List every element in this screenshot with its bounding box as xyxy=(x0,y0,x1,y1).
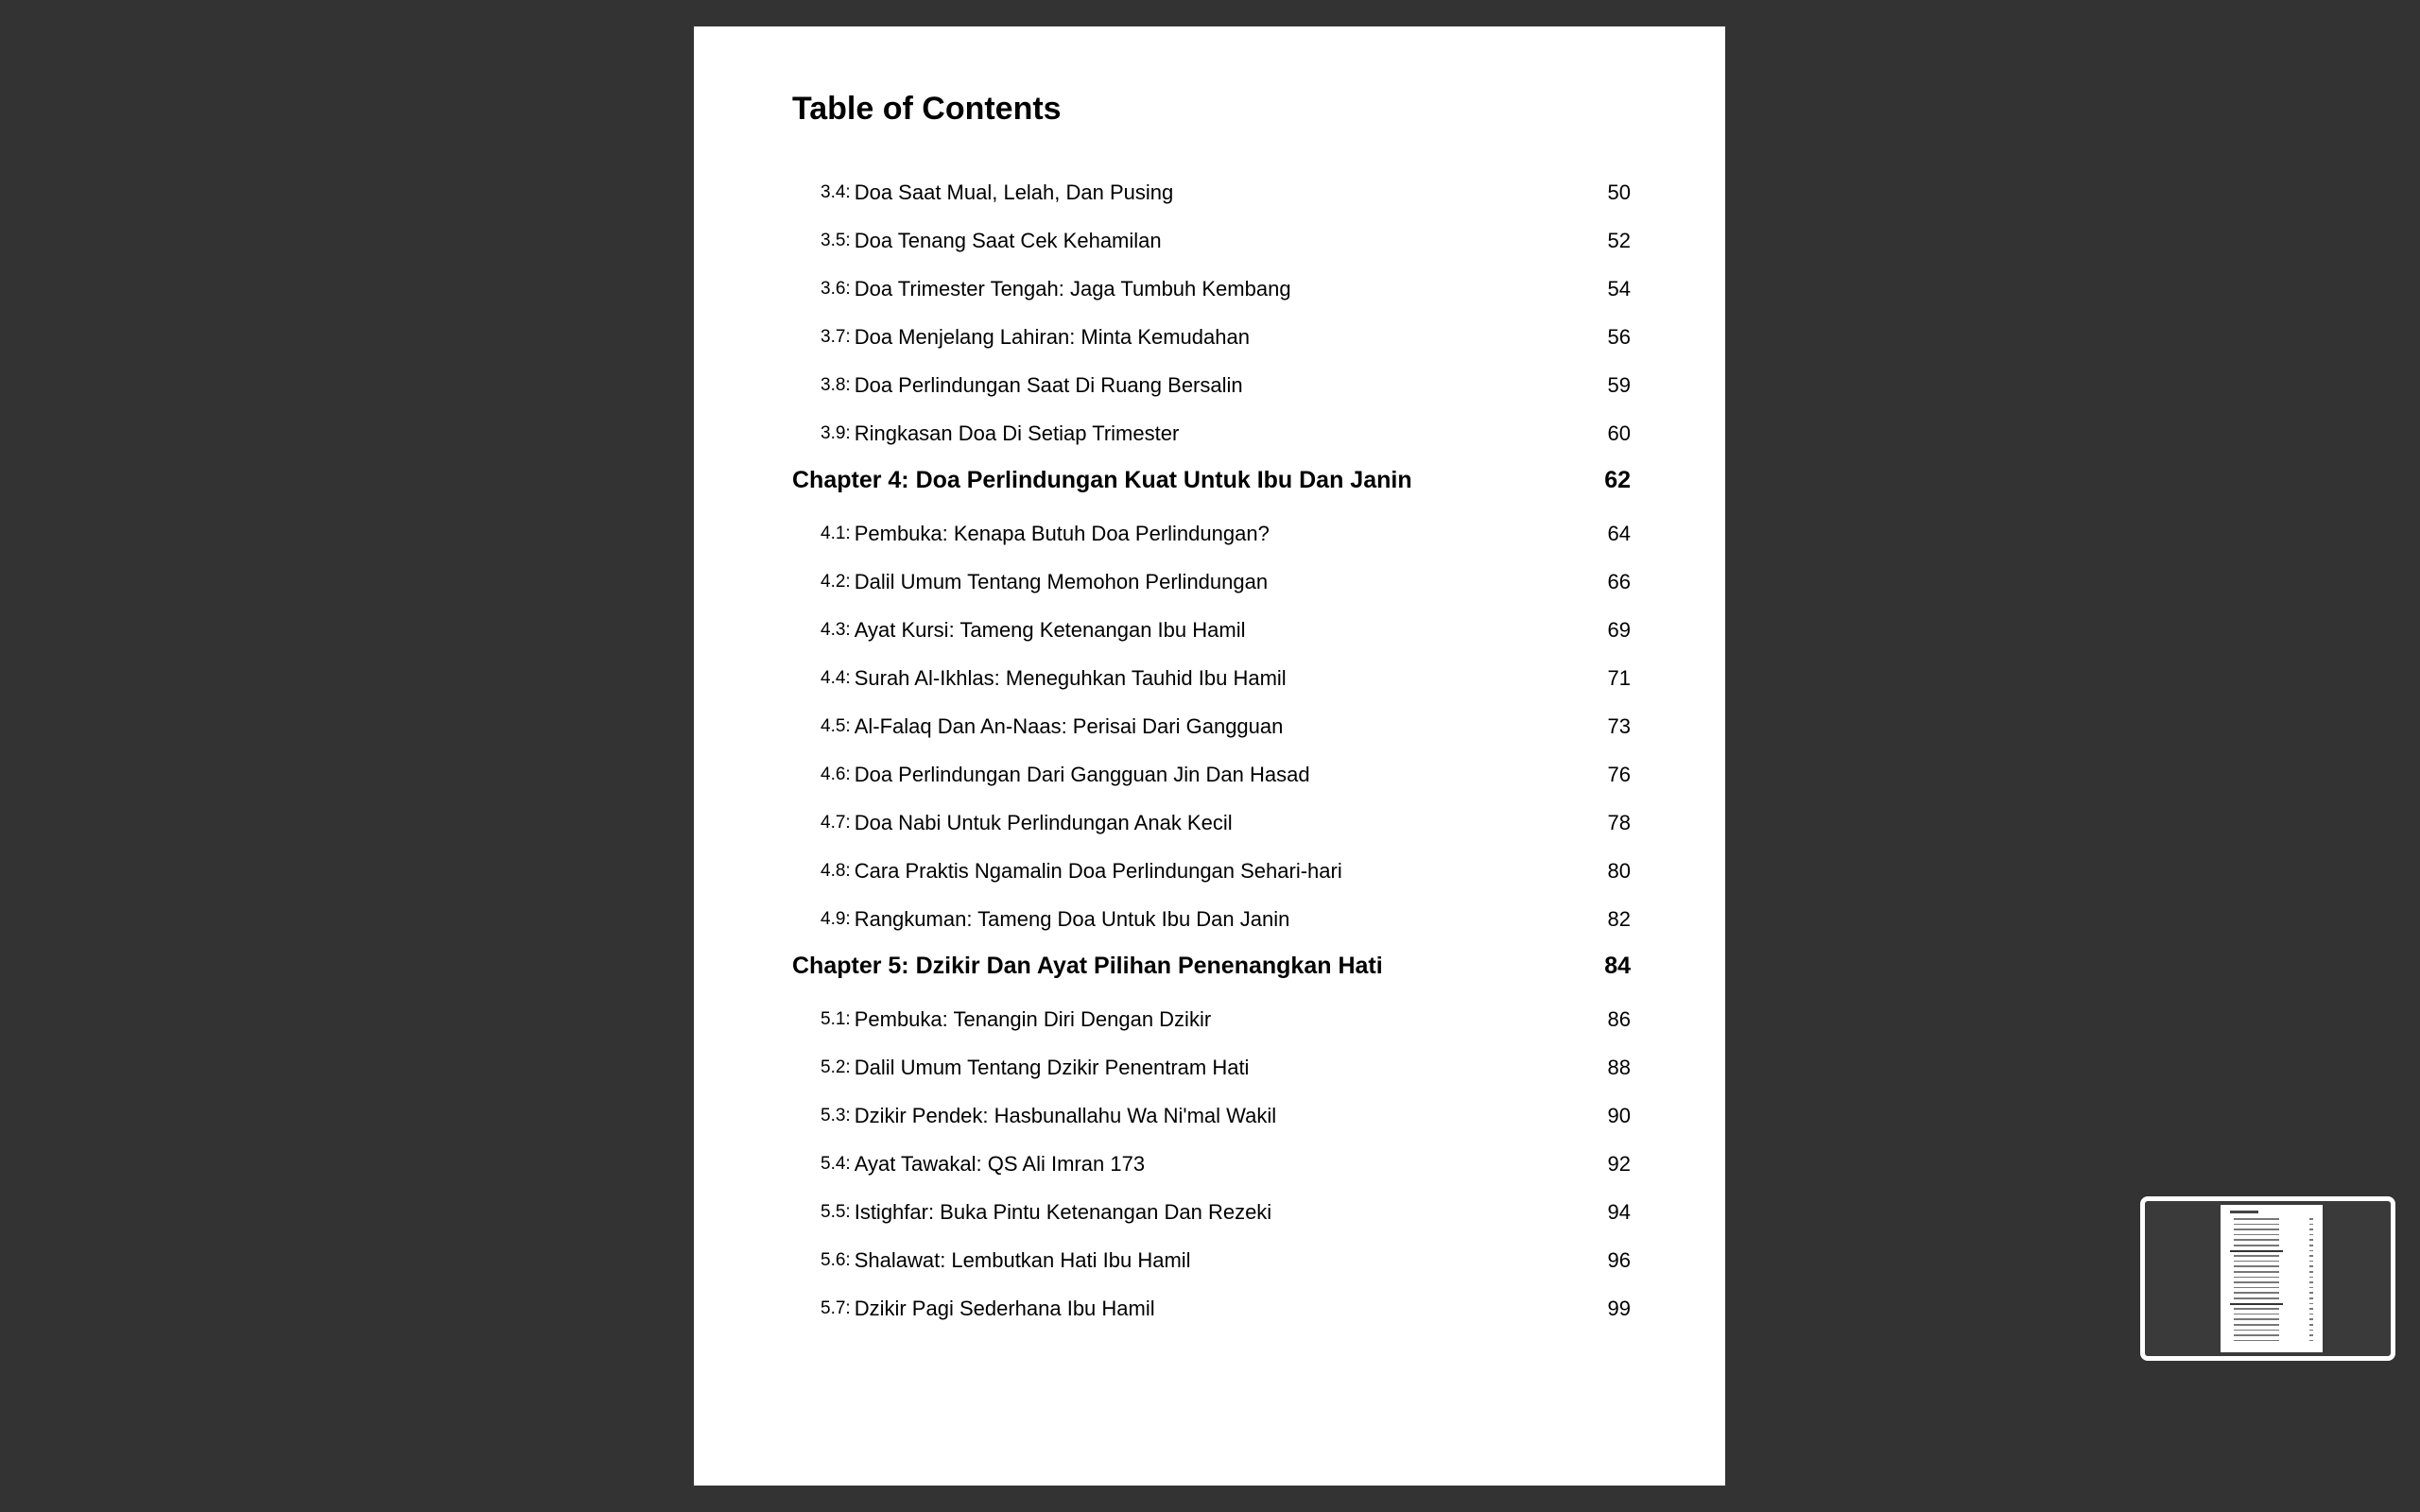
thumbnail-page-mark xyxy=(2309,1287,2313,1289)
toc-chapter-row[interactable] xyxy=(792,945,1631,987)
toc-entry-label: Doa Trimester Tengah: Jaga Tumbuh Kembang xyxy=(854,277,1291,301)
thumbnail-line xyxy=(2234,1318,2279,1320)
toc-section-number: 4.7: xyxy=(821,813,851,833)
toc-entry-label: Chapter 4: Doa Perlindungan Kuat Untuk Ibu Dan Janin xyxy=(792,466,1412,493)
toc-section-number: 5.3: xyxy=(821,1106,851,1125)
toc-entry-label: Doa Menjelang Lahiran: Minta Kemudahan xyxy=(854,325,1250,349)
toc-section-number: 4.6: xyxy=(821,765,851,784)
toc-section-row[interactable] xyxy=(821,999,1631,1040)
toc-entry-label: Pembuka: Kenapa Butuh Doa Perlindungan? xyxy=(854,522,1270,545)
thumbnail-line xyxy=(2234,1308,2279,1310)
thumbnail-page-mark xyxy=(2309,1292,2313,1294)
toc-page-number: 52 xyxy=(1607,229,1631,252)
toc-entry-label: Pembuka: Tenangin Diri Dengan Dzikir xyxy=(854,1007,1212,1031)
toc-page-number: 92 xyxy=(1607,1152,1631,1176)
toc-entry-label: Cara Praktis Ngamalin Doa Perlindungan Sehari-hari xyxy=(854,859,1342,883)
toc-page-number: 80 xyxy=(1607,859,1631,883)
toc-title: Table of Contents xyxy=(792,91,1062,127)
toc-page-number: 73 xyxy=(1607,714,1631,738)
toc-page-number: 99 xyxy=(1607,1297,1631,1320)
toc-section-number: 5.2: xyxy=(821,1057,851,1077)
toc-section-row[interactable] xyxy=(821,706,1631,747)
thumbnail-page-mark xyxy=(2309,1308,2313,1310)
thumbnail-line xyxy=(2234,1228,2279,1230)
toc-section-row[interactable] xyxy=(821,754,1631,796)
toc-entry-label: Istighfar: Buka Pintu Ketenangan Dan Rezeki xyxy=(854,1200,1272,1224)
toc-section-row[interactable] xyxy=(821,172,1631,214)
thumbnail-line xyxy=(2234,1224,2279,1226)
toc-entry-label: Al-Falaq Dan An-Naas: Perisai Dari Gangguan xyxy=(854,714,1284,738)
thumbnail-page-mark xyxy=(2309,1334,2313,1336)
toc-page-number: 64 xyxy=(1607,522,1631,545)
toc-section-number: 4.3: xyxy=(821,620,851,640)
toc-section-row[interactable] xyxy=(821,317,1631,358)
thumbnail-page-mark xyxy=(2309,1281,2313,1283)
toc-entry-label: Shalawat: Lembutkan Hati Ibu Hamil xyxy=(854,1248,1191,1272)
thumbnail-page-mark xyxy=(2309,1250,2313,1252)
toc-page-number: 59 xyxy=(1607,373,1631,397)
toc-page-number: 62 xyxy=(1604,466,1631,493)
thumbnail-page-mark xyxy=(2309,1340,2313,1342)
toc-section-number: 4.8: xyxy=(821,861,851,881)
toc-section-number: 3.8: xyxy=(821,375,851,395)
toc-section-number: 5.1: xyxy=(821,1009,851,1029)
thumbnail-line xyxy=(2234,1255,2279,1257)
toc-section-number: 5.6: xyxy=(821,1250,851,1270)
toc-section-number: 4.9: xyxy=(821,909,851,929)
thumbnail-page-mark xyxy=(2309,1324,2313,1326)
toc-page-number: 88 xyxy=(1607,1056,1631,1079)
toc-section-number: 4.4: xyxy=(821,668,851,688)
thumbnail-page-mark xyxy=(2309,1271,2313,1273)
toc-entry-label: Doa Saat Mual, Lelah, Dan Pusing xyxy=(854,180,1174,204)
toc-page-number: 56 xyxy=(1607,325,1631,349)
thumbnail-line xyxy=(2234,1324,2279,1326)
thumbnail-line xyxy=(2234,1218,2279,1220)
thumbnail-page-mark xyxy=(2309,1297,2313,1299)
toc-section-row[interactable] xyxy=(821,268,1631,310)
thumbnail-page-mark xyxy=(2309,1303,2313,1305)
thumbnail-line xyxy=(2234,1297,2279,1299)
toc-section-row[interactable] xyxy=(821,1288,1631,1330)
toc-entry-label: Doa Perlindungan Saat Di Ruang Bersalin xyxy=(854,373,1243,397)
thumbnail-page-mark xyxy=(2309,1261,2313,1263)
thumbnail-title-mark xyxy=(2230,1211,2258,1213)
toc-entry-label: Ayat Tawakal: QS Ali Imran 173 xyxy=(854,1152,1146,1176)
thumbnail-page-mark xyxy=(2309,1255,2313,1257)
toc-page-number: 71 xyxy=(1607,666,1631,690)
toc-section-number: 5.5: xyxy=(821,1202,851,1222)
toc-section-row[interactable] xyxy=(821,802,1631,844)
thumbnail-line xyxy=(2234,1340,2279,1342)
thumbnail-line xyxy=(2234,1239,2279,1241)
thumbnail-page-mark xyxy=(2309,1234,2313,1236)
thumbnail-line xyxy=(2230,1250,2283,1252)
toc-section-row[interactable] xyxy=(821,513,1631,555)
toc-entry-label: Dzikir Pagi Sederhana Ibu Hamil xyxy=(854,1297,1155,1320)
toc-section-number: 5.4: xyxy=(821,1154,851,1174)
toc-section-row[interactable] xyxy=(821,220,1631,262)
toc-entry-label: Doa Tenang Saat Cek Kehamilan xyxy=(854,229,1162,252)
thumbnail-line xyxy=(2234,1277,2279,1279)
thumbnail-page-mark xyxy=(2309,1224,2313,1226)
toc-page-number: 50 xyxy=(1607,180,1631,204)
thumbnail-line xyxy=(2234,1261,2279,1263)
toc-section-number: 4.1: xyxy=(821,524,851,543)
thumbnail-line xyxy=(2234,1292,2279,1294)
toc-entry-label: Dalil Umum Tentang Dzikir Penentram Hati xyxy=(854,1056,1250,1079)
page-thumbnail[interactable] xyxy=(2221,1205,2323,1352)
toc-page-number: 54 xyxy=(1607,277,1631,301)
toc-page-number: 86 xyxy=(1607,1007,1631,1031)
toc-section-number: 4.5: xyxy=(821,716,851,736)
toc-entry-label: Doa Perlindungan Dari Gangguan Jin Dan Hasad xyxy=(854,763,1310,786)
toc-section-row[interactable] xyxy=(821,1095,1631,1137)
toc-entry-label: Ayat Kursi: Tameng Ketenangan Ibu Hamil xyxy=(854,618,1246,642)
toc-section-row[interactable] xyxy=(821,365,1631,406)
toc-section-row[interactable] xyxy=(821,1047,1631,1089)
toc-section-row[interactable] xyxy=(821,1192,1631,1233)
toc-entry-label: Dalil Umum Tentang Memohon Perlindungan xyxy=(854,570,1269,593)
toc-section-row[interactable] xyxy=(821,1240,1631,1281)
thumbnail-line xyxy=(2234,1271,2279,1273)
toc-entry-label: Surah Al-Ikhlas: Meneguhkan Tauhid Ibu Hamil xyxy=(854,666,1287,690)
thumbnail-page-mark xyxy=(2309,1228,2313,1230)
toc-page-number: 76 xyxy=(1607,763,1631,786)
toc-page-number: 66 xyxy=(1607,570,1631,593)
toc-entry-label: Doa Nabi Untuk Perlindungan Anak Kecil xyxy=(854,811,1233,834)
toc-section-row[interactable] xyxy=(821,658,1631,699)
thumbnail-page-mark xyxy=(2309,1265,2313,1267)
toc-entry-label: Ringkasan Doa Di Setiap Trimester xyxy=(854,421,1180,445)
page-thumbnail-navigator[interactable] xyxy=(2140,1196,2395,1361)
thumbnail-line xyxy=(2234,1265,2279,1267)
toc-page-number: 69 xyxy=(1607,618,1631,642)
toc-section-number: 3.4: xyxy=(821,182,851,202)
toc-section-number: 3.6: xyxy=(821,279,851,299)
toc-section-row[interactable] xyxy=(821,1143,1631,1185)
toc-list xyxy=(694,26,1725,1486)
toc-page-number: 84 xyxy=(1604,952,1631,979)
thumbnail-page-mark xyxy=(2309,1218,2313,1220)
toc-section-row[interactable] xyxy=(821,561,1631,603)
thumbnail-line xyxy=(2230,1303,2283,1305)
toc-page-number: 94 xyxy=(1607,1200,1631,1224)
toc-page-number: 96 xyxy=(1607,1248,1631,1272)
toc-page-number: 90 xyxy=(1607,1104,1631,1127)
toc-page-number: 60 xyxy=(1607,421,1631,445)
toc-entry-label: Dzikir Pendek: Hasbunallahu Wa Ni'mal Wakil xyxy=(854,1104,1277,1127)
toc-chapter-row[interactable] xyxy=(792,459,1631,501)
toc-page-number: 82 xyxy=(1607,907,1631,931)
toc-section-row[interactable] xyxy=(821,610,1631,651)
toc-section-number: 5.7: xyxy=(821,1298,851,1318)
toc-section-row[interactable] xyxy=(821,850,1631,892)
toc-page-number: 78 xyxy=(1607,811,1631,834)
toc-section-number: 3.7: xyxy=(821,327,851,347)
thumbnail-page-mark xyxy=(2309,1239,2313,1241)
thumbnail-page-mark xyxy=(2309,1318,2313,1320)
thumbnail-line xyxy=(2234,1234,2279,1236)
thumbnail-line xyxy=(2234,1287,2279,1289)
thumbnail-page-mark xyxy=(2309,1245,2313,1246)
toc-section-number: 3.9: xyxy=(821,423,851,443)
thumbnail-line xyxy=(2234,1281,2279,1283)
thumbnail-line xyxy=(2234,1314,2279,1315)
thumbnail-line xyxy=(2234,1245,2279,1246)
toc-entry-label: Rangkuman: Tameng Doa Untuk Ibu Dan Janin xyxy=(854,907,1290,931)
thumbnail-line xyxy=(2234,1334,2279,1336)
thumbnail-page-mark xyxy=(2309,1314,2313,1315)
toc-section-number: 4.2: xyxy=(821,572,851,592)
toc-section-row[interactable] xyxy=(821,899,1631,940)
toc-entry-label: Chapter 5: Dzikir Dan Ayat Pilihan Penenangkan Hati xyxy=(792,952,1383,979)
thumbnail-line xyxy=(2234,1330,2279,1332)
thumbnail-page-mark xyxy=(2309,1277,2313,1279)
thumbnail-page-mark xyxy=(2309,1330,2313,1332)
toc-section-number: 3.5: xyxy=(821,231,851,250)
toc-section-row[interactable] xyxy=(821,413,1631,455)
document-page xyxy=(694,26,1725,1486)
